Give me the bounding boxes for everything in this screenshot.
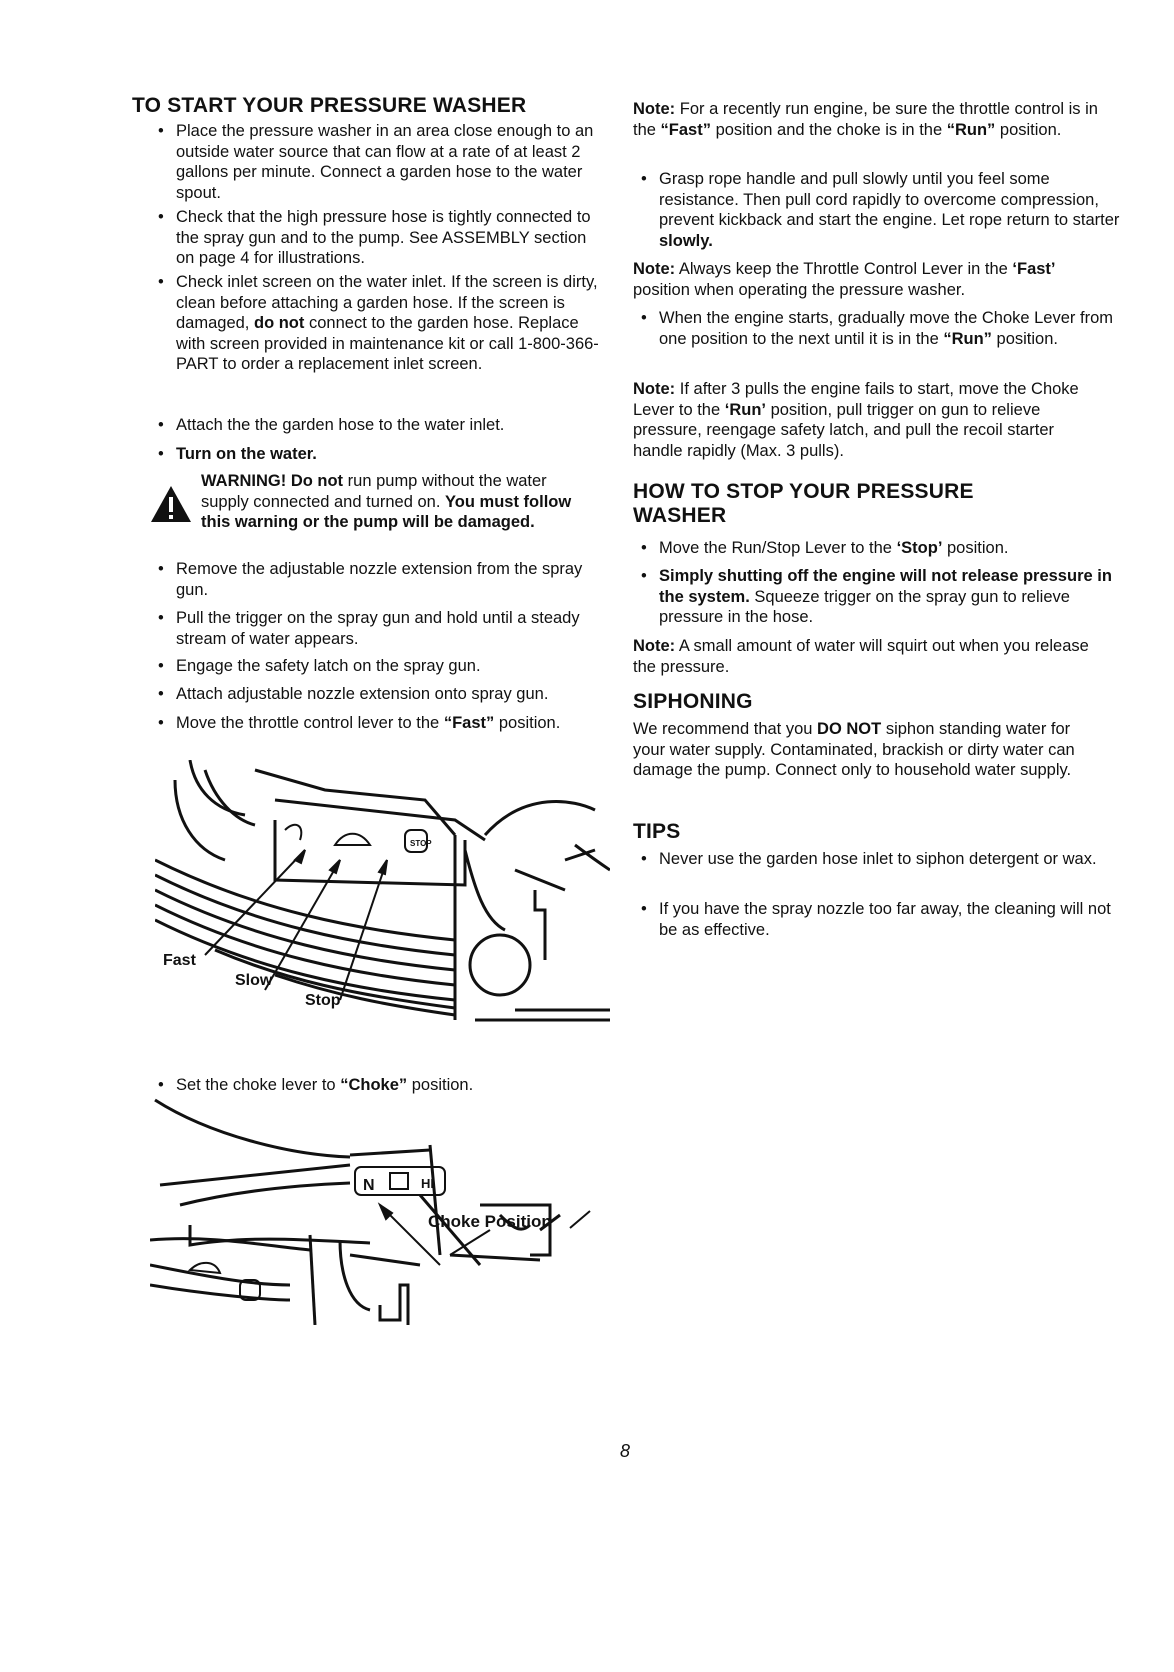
list-item: • Attach the the garden hose to the water inlet.	[158, 415, 608, 436]
list-item: • Move the Run/Stop Lever to the ‘Stop’ position.	[641, 538, 1121, 559]
slow-label: Slow	[235, 972, 273, 989]
hi-marker: HI	[421, 1176, 434, 1191]
heading-tips: TIPS	[633, 820, 681, 843]
throttle-figure	[155, 760, 610, 1060]
list-item: • Never use the garden hose inlet to siphon detergent or wax.	[641, 849, 1121, 870]
list-item: • Simply shutting off the engine will not release pressure in the system. Squeeze trigger on the spray gun to relieve pressure in the hose.	[641, 566, 1121, 628]
list-item: • Remove the adjustable nozzle extension from the spray gun.	[158, 559, 608, 600]
choke-position-label: Choke Position	[428, 1212, 552, 1231]
heading-stop: HOW TO STOP YOUR PRESSURE WASHER	[633, 480, 974, 527]
note-throttle: Note: Always keep the Throttle Control Lever in the ‘Fast’ position when operating the pressure washer.	[633, 260, 1056, 299]
stop-badge: STOP	[410, 839, 432, 848]
note-pulls: Note: If after 3 pulls the engine fails to start, move the Choke Lever to the ‘Run’ position, pull trigger on gun to relieve pressure, reengage safety latch, and pull the recoil starter handle rapidly (Max. 3 pulls).	[633, 380, 1079, 460]
list-item: • Pull the trigger on the spray gun and hold until a steady stream of water appears.	[158, 608, 608, 649]
siphoning-paragraph: We recommend that you DO NOT siphon standing water for your water supply. Contaminated, brackish or dirty water can damage the pump. Connect only to household water supply.	[633, 720, 1075, 779]
list-item: • Grasp rope handle and pull slowly until you feel some resistance. Then pull cord rapidly to overcome compression, prevent kickback and start the engine. Let rope return to starter slowly.	[641, 169, 1121, 251]
list-item: • When the engine starts, gradually move the Choke Lever from one position to the next until it is in the “Run” position.	[641, 308, 1121, 349]
list-item: • If you have the spray nozzle too far away, the cleaning will not be as effective.	[641, 899, 1121, 940]
page-number: 8	[620, 1441, 631, 1461]
note-squirt: Note: A small amount of water will squirt out when you release the pressure.	[633, 637, 1089, 676]
list-item: • Move the throttle control lever to the “Fast” position.	[158, 713, 608, 734]
fast-label: Fast	[163, 952, 196, 969]
warning-triangle-icon	[150, 484, 192, 524]
list-item: • Place the pressure washer in an area close enough to an outside water source that can flow at a rate of at least 2 gallons per minute. Connect a garden hose to the water spout.	[158, 121, 608, 203]
heading-siphoning: SIPHONING	[633, 690, 753, 713]
stop-label: Stop	[305, 992, 341, 1009]
list-item: • Attach adjustable nozzle extension onto spray gun.	[158, 684, 608, 705]
list-item: • Check that the high pressure hose is tightly connected to the spray gun and to the pump. See ASSEMBLY section on page 4 for illustrations.	[158, 207, 608, 269]
note-recent: Note: For a recently run engine, be sure the throttle control is in the “Fast” position and the choke is in the “Run” position.	[633, 100, 1098, 139]
choke-figure	[150, 1095, 610, 1325]
warning-text: WARNING! Do not run pump without the water supply connected and turned on. You must follow this warning or the pump will be damaged.	[201, 472, 572, 531]
list-item: • Engage the safety latch on the spray gun.	[158, 656, 608, 677]
list-item: • Turn on the water.	[158, 444, 608, 465]
n-marker: N	[363, 1177, 375, 1194]
list-item: • Set the choke lever to “Choke” position.	[158, 1075, 608, 1096]
heading-start: TO START YOUR PRESSURE WASHER	[132, 94, 527, 117]
list-item: • Check inlet screen on the water inlet. If the screen is dirty, clean before attaching a garden hose. If the screen is damaged, do not connect to the garden hose. Replace with screen provided in maintenance kit or call 1-800-366-PART to order a replacement inlet screen.	[158, 272, 608, 375]
